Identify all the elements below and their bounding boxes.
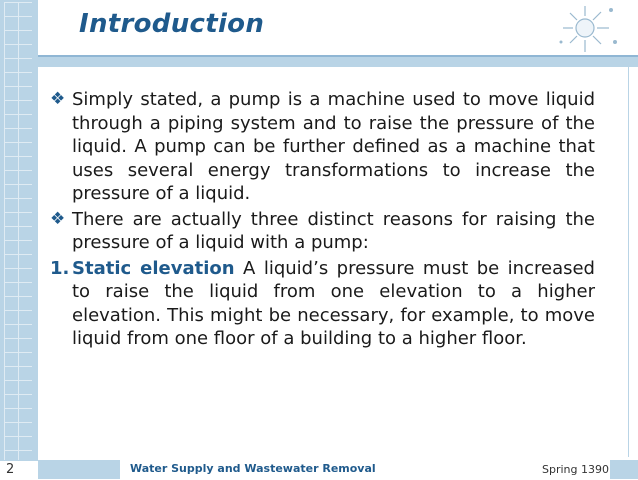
diamond-bullet-icon: ❖ <box>50 89 66 109</box>
footer-page-number <box>0 460 38 480</box>
term-label: Spring 1390 <box>542 463 609 476</box>
course-title: Water Supply and Wastewater Removal <box>130 462 376 475</box>
slide-content <box>50 88 595 369</box>
diamond-bullet-icon: ❖ <box>50 208 66 229</box>
bullet-paragraph-2 <box>50 208 595 255</box>
page-number: 2 <box>6 462 15 477</box>
header-rule <box>38 57 638 67</box>
paragraph-text: There are actually three distinct reasons for raising the pressure of a liquid with a pump: <box>72 208 595 253</box>
item-number: 1. <box>50 257 70 279</box>
numbered-item-1 <box>50 257 595 351</box>
paragraph-text: Simply stated, a pump is a machine used to move liquid through a piping system and to raise the pressure of the liquid. A pump can be further defined as a machine that uses several energy transformations to increase the pressure of a liquid. <box>72 89 595 204</box>
left-band <box>0 0 38 479</box>
item-text: A liquid’s pressure must be increased to raise the liquid from one elevation to a higher elevation. This might be necessary, for example, to move liquid from one floor of a building to a higher floor. <box>72 257 595 349</box>
footer-course <box>120 460 520 479</box>
item-heading: Static elevation <box>72 257 235 279</box>
sun-sparkle-icon <box>555 2 625 56</box>
footer-term <box>520 460 610 479</box>
left-grid-pattern <box>4 2 32 462</box>
bullet-paragraph-1 <box>50 88 595 206</box>
slide-title: Introduction <box>79 9 265 39</box>
